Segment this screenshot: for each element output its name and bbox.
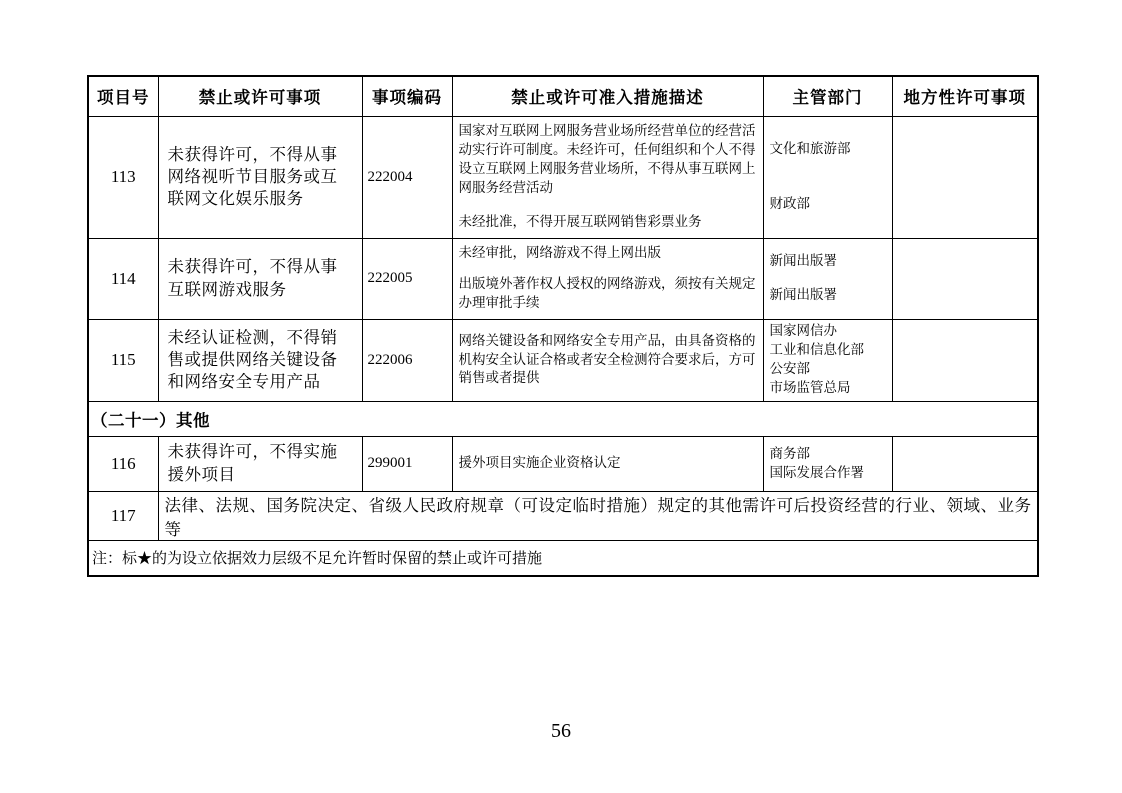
- item-code-cell: [362, 436, 452, 491]
- measure-description-cell: [452, 436, 763, 491]
- local-permit-cell: [892, 238, 1038, 319]
- col-header-local-permit: 地方性许可事项: [892, 76, 1038, 116]
- section-header-row: [88, 401, 1038, 436]
- table-row-116: [88, 436, 1038, 491]
- item-code-text: 222004: [367, 168, 413, 185]
- prohibition-permit-table: [87, 75, 1039, 577]
- item-number: 113: [88, 116, 158, 238]
- local-permit-cell: [892, 116, 1038, 238]
- measure-description-paragraph: 出版境外著作权人授权的网络游戏，须按有关规定办理审批手续: [458, 276, 756, 311]
- item-code-cell: [362, 238, 452, 319]
- item-number: 115: [88, 319, 158, 401]
- table-row-115: [88, 319, 1038, 401]
- item-number: 116: [88, 436, 158, 491]
- measure-description-paragraph: 网络关键设备和网络安全专用产品，由具备资格的机构安全认证合格或者安全检测符合要求后，方可销售或者提供: [458, 332, 756, 386]
- prohibited-item-text: 未获得许可，不得从事互联网游戏服务: [167, 257, 338, 299]
- item-number: 114: [88, 238, 158, 319]
- prohibited-item-text: 未获得许可，不得从事网络视听节目服务或互联网文化娱乐服务: [167, 144, 338, 209]
- department-cell: [763, 319, 892, 401]
- footnote-row: [88, 540, 1038, 576]
- item-code-text: 222005: [367, 270, 413, 286]
- page-number: 56: [551, 720, 571, 742]
- prohibited-item-text: 未经认证检测，不得销售或提供网络关键设备和网络安全专用产品: [167, 327, 338, 392]
- department-name: 新闻出版署: [769, 287, 837, 303]
- measure-description-paragraph: 未经批准，不得开展互联网销售彩票业务: [458, 214, 702, 230]
- department-name: 商务部: [769, 445, 810, 461]
- department-name: 国际发展合作署: [769, 464, 864, 480]
- item-code-text: 222006: [367, 351, 413, 368]
- department-cell: [763, 116, 892, 238]
- prohibited-item-text: 未获得许可，不得实施援外项目: [167, 442, 338, 484]
- item-number: 117: [88, 491, 158, 540]
- department-cell: [763, 238, 892, 319]
- prohibited-item-cell: [158, 436, 362, 491]
- local-permit-cell: [892, 319, 1038, 401]
- col-header-item-number: 项目号: [88, 76, 158, 116]
- footnote-text: 注：标★的为设立依据效力层级不足允许暂时保留的禁止或许可措施: [88, 540, 1038, 576]
- item-code-cell: [362, 116, 452, 238]
- catch-all-provision-text: 法律、法规、国务院决定、省级人民政府规章（可设定临时措施）规定的其他需许可后投资经营的行业、领域、业务等: [158, 491, 1038, 540]
- table-row-117: [88, 491, 1038, 540]
- item-code-cell: [362, 319, 452, 401]
- department-cell: [763, 436, 892, 491]
- department-name: 财政部: [769, 196, 810, 212]
- department-name: 公安部: [769, 361, 810, 376]
- local-permit-cell: [892, 436, 1038, 491]
- col-header-prohibited-item: 禁止或许可事项: [158, 76, 362, 116]
- department-name: 国家网信办: [769, 323, 837, 339]
- header-row: [88, 76, 1038, 116]
- col-header-item-code: 事项编码: [362, 76, 452, 116]
- section-header-text: （二十一）其他: [88, 401, 1038, 436]
- table-row-114: [88, 238, 1038, 319]
- col-header-measure-description: 禁止或许可准入措施描述: [452, 76, 763, 116]
- measure-description-paragraph: 援外项目实施企业资格认定: [458, 455, 621, 471]
- department-name: 工业和信息化部: [769, 342, 864, 358]
- prohibited-item-cell: [158, 116, 362, 238]
- table-row-113: [88, 116, 1038, 238]
- col-header-department: 主管部门: [763, 76, 892, 116]
- item-code-text: 299001: [367, 455, 413, 471]
- measure-description-cell: [452, 319, 763, 401]
- measure-description-cell: [452, 116, 763, 238]
- measure-description-paragraph: 国家对互联网上网服务营业场所经营单位的经营活动实行许可制度。未经许可，任何组织和个人不得设立互联网上网服务营业场所，不得从事互联网上网服务经营活动: [458, 123, 756, 195]
- department-name: 文化和旅游部: [769, 141, 851, 157]
- measure-description-paragraph: 未经审批，网络游戏不得上网出版: [458, 245, 661, 260]
- department-name: 市场监管总局: [769, 379, 851, 395]
- prohibited-item-cell: [158, 238, 362, 319]
- department-name: 新闻出版署: [769, 252, 837, 268]
- prohibited-item-cell: [158, 319, 362, 401]
- measure-description-cell: [452, 238, 763, 319]
